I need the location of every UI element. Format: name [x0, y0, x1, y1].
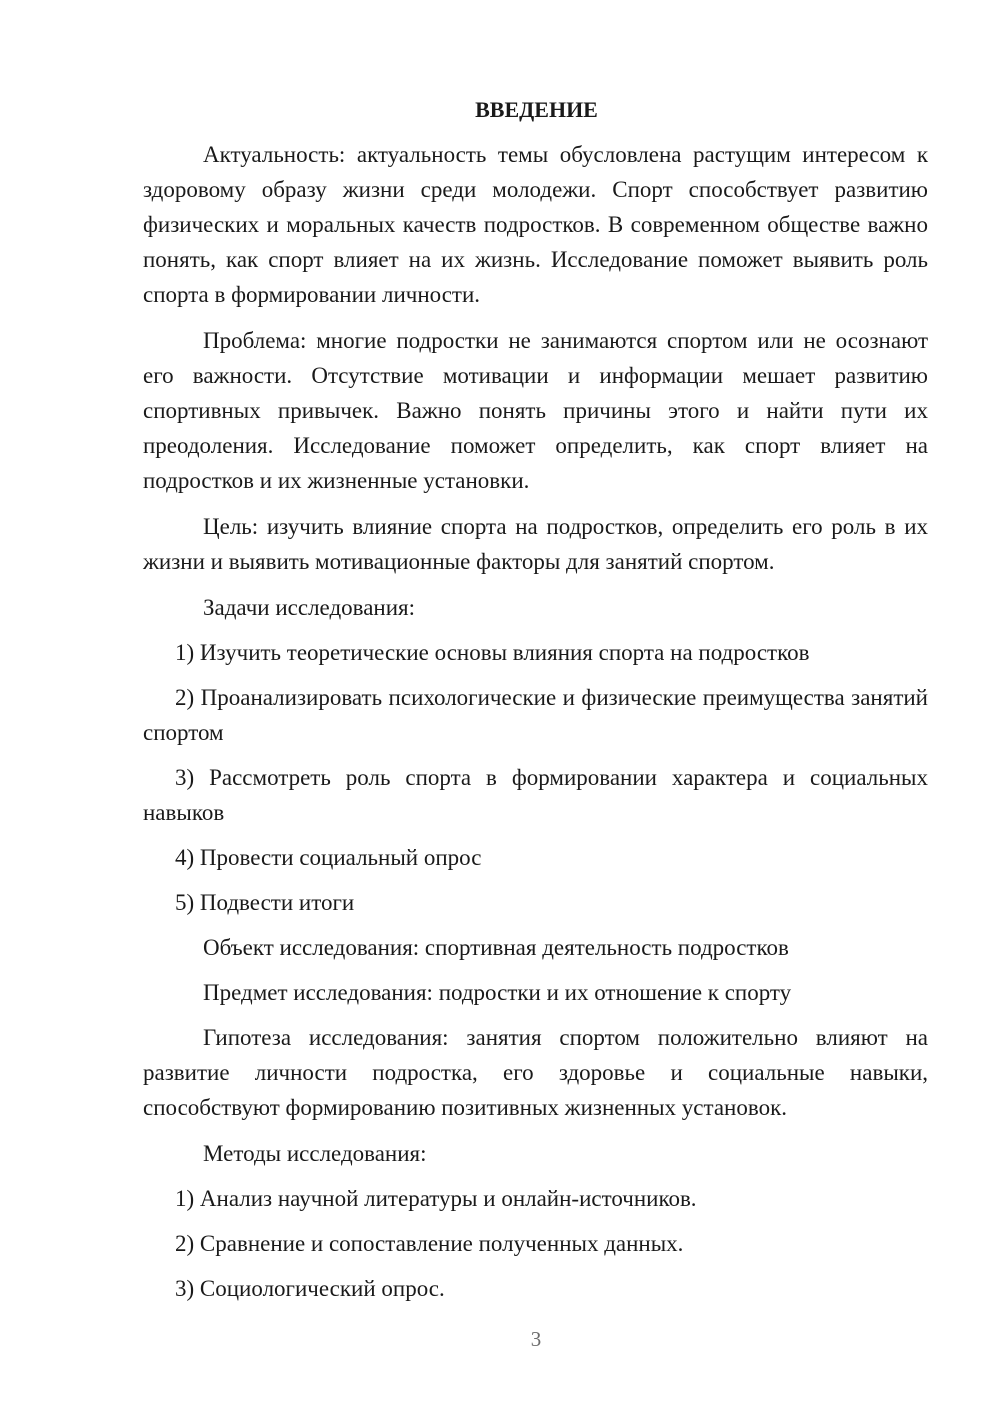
- goal-paragraph: Цель: изучить влияние спорта на подростков, определить его роль в их жизни и выявить мотивационные факторы для занятий спортом.: [143, 514, 928, 574]
- task-item: 4) Провести социальный опрос: [175, 845, 482, 870]
- problem-paragraph: Проблема: многие подростки не занимаются спортом или не осознают его важности. Отсутствие мотивации и информации мешает развитию спортивных привычек. Важно понять причины этого и найти пути их преодоления. Исследование поможет определить, как спорт влияет на подростков и их жизненные установки.: [143, 328, 928, 493]
- page-body: [143, 95, 928, 1316]
- method-item: 1) Анализ научной литературы и онлайн-источников.: [175, 1186, 697, 1211]
- method-item: 3) Социологический опрос.: [175, 1276, 445, 1301]
- task-item: 1) Изучить теоретические основы влияния спорта на подростков: [175, 640, 810, 665]
- relevance-paragraph: Актуальность: актуальность темы обусловлена растущим интересом к здоровому образу жизни среди молодежи. Спорт способствует развитию физических и моральных качеств подростков. В современном обществе важно понять, как спорт влияет на их жизнь. Исследование поможет выявить роль спорта в формировании личности.: [143, 142, 928, 307]
- hypothesis-paragraph: Гипотеза исследования: занятия спортом положительно влияют на развитие личности подростка, его здоровье и социальные навыки, способствуют формированию позитивных жизненных установок.: [143, 1025, 928, 1120]
- tasks-heading: Задачи исследования:: [203, 595, 416, 620]
- research-object: Объект исследования: спортивная деятельность подростков: [203, 935, 789, 960]
- section-heading: ВВЕДЕНИЕ: [475, 97, 598, 122]
- task-item: 5) Подвести итоги: [175, 890, 355, 915]
- task-item: 3) Рассмотреть роль спорта в формировании характера и социальных навыков: [143, 765, 928, 825]
- research-subject: Предмет исследования: подростки и их отношение к спорту: [203, 980, 792, 1005]
- page-number: 3: [530, 1327, 542, 1351]
- methods-heading: Методы исследования:: [203, 1141, 427, 1166]
- method-item: 2) Сравнение и сопоставление полученных данных.: [175, 1231, 684, 1256]
- task-item: 2) Проанализировать психологические и физические преимущества занятий спортом: [143, 685, 928, 745]
